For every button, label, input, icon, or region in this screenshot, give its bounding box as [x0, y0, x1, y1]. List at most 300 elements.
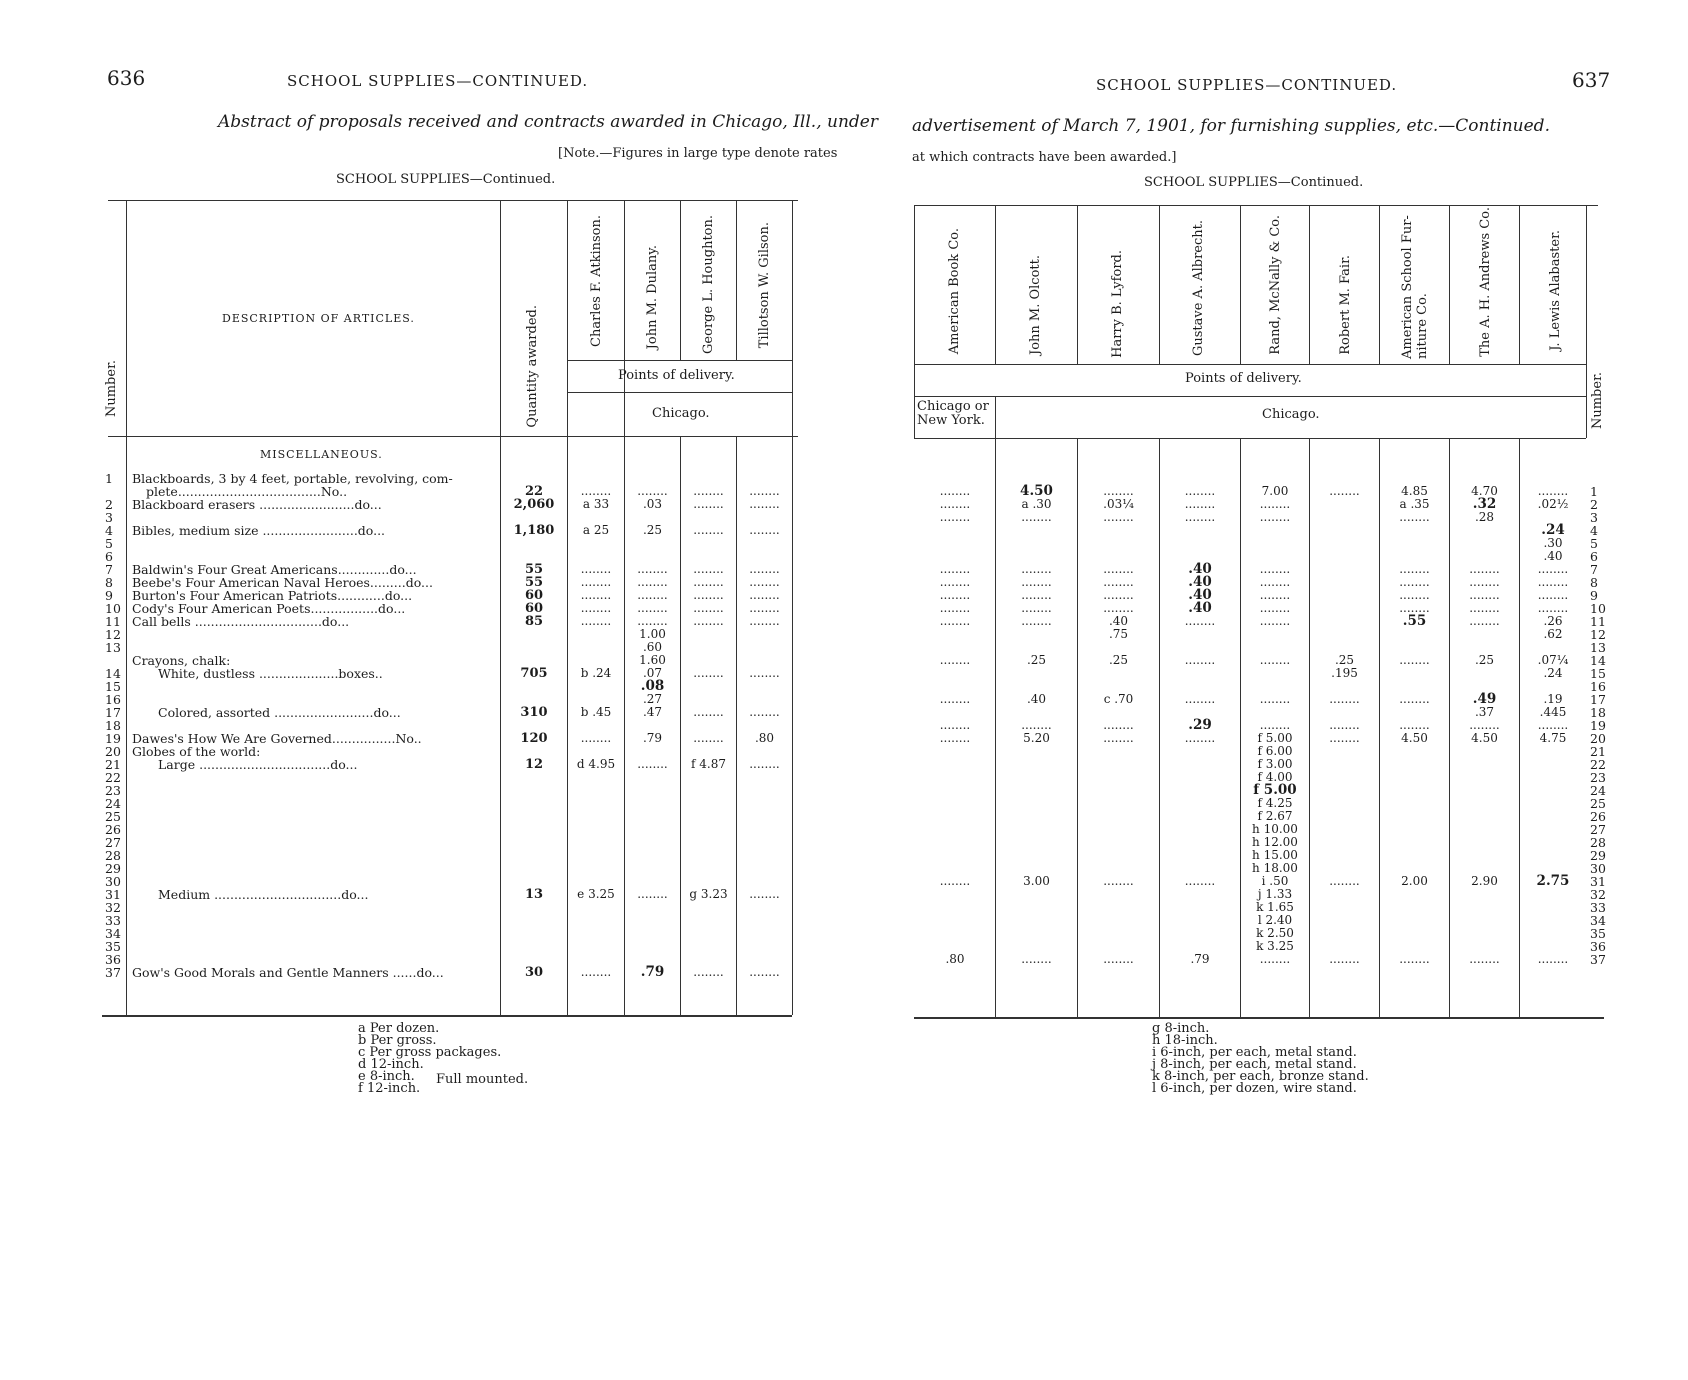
right-title: advertisement of March 7, 1901, for furnishing supplies, etc.—Continued.	[912, 116, 1550, 136]
bid-cell	[917, 758, 993, 771]
bid-cell: .03¼	[1103, 497, 1134, 511]
bid-cell: .26	[1543, 614, 1563, 628]
bid-cell	[569, 641, 623, 654]
bid-cell	[626, 771, 679, 784]
bid-cell	[626, 797, 679, 810]
bid-cell: e 3.25	[577, 887, 615, 901]
right-section-title: SCHOOL SUPPLIES—Continued.	[1144, 175, 1364, 190]
row-number: 32	[105, 900, 121, 915]
bid-cell	[917, 914, 993, 927]
quantity: 22	[524, 484, 544, 499]
bid-cell: ........	[1469, 588, 1500, 602]
row-number: 13	[1590, 640, 1606, 655]
bid-cell: ........	[749, 601, 780, 615]
bid-cell	[682, 537, 735, 550]
description	[132, 810, 496, 823]
description: Gow's Good Morals and Gentle Manners ......do...	[132, 965, 444, 979]
left-number-header: Number.	[104, 360, 119, 418]
bid-cell	[1381, 797, 1448, 810]
quantity	[502, 784, 566, 797]
bid-cell: .195	[1331, 666, 1358, 680]
quantity: 1,180	[513, 523, 555, 538]
bid-cell: .30	[1543, 536, 1563, 550]
bid-cell	[1521, 771, 1585, 784]
right-bidder-olcott: John M. Olcott.	[1028, 255, 1043, 355]
row-number: 9	[1590, 588, 1598, 603]
bid-cell: .40	[1188, 587, 1212, 603]
bid-cell: ........	[749, 562, 780, 576]
bid-cell: .60	[642, 640, 663, 654]
bid-cell	[1161, 797, 1239, 810]
bid-cell: .79	[1190, 952, 1210, 966]
bid-cell: ........	[1103, 731, 1134, 745]
bid-cell	[1521, 758, 1585, 771]
quantity	[502, 771, 566, 784]
bid-cell: a .35	[1399, 497, 1430, 511]
bid-cell: ........	[1399, 718, 1430, 732]
bid-cell: .19	[1543, 692, 1563, 706]
left-section-title: SCHOOL SUPPLIES—Continued.	[336, 172, 556, 187]
bid-cell: ........	[1184, 731, 1216, 745]
bid-cell	[626, 862, 679, 875]
bid-cell: j 1.33	[1257, 887, 1293, 901]
bid-cell	[569, 901, 623, 914]
quantity: 60	[524, 601, 544, 616]
bid-cell: .79	[640, 964, 665, 980]
bid-cell: .445	[1539, 705, 1567, 719]
bid-cell	[1451, 771, 1518, 784]
bid-cell	[1161, 524, 1239, 537]
description	[132, 940, 496, 953]
bid-cell: 2.75	[1536, 873, 1570, 889]
row-number: 37	[105, 965, 121, 980]
bid-cell	[1381, 745, 1448, 758]
bid-cell: l 2.40	[1257, 913, 1293, 927]
left-number-column	[105, 472, 125, 979]
bid-cell: ........	[1259, 614, 1291, 628]
bid-cell	[1381, 836, 1448, 849]
bid-cell	[1521, 849, 1585, 862]
footnote: h 18-inch.	[1152, 1033, 1218, 1048]
bid-cell	[1521, 810, 1585, 823]
bid-cell: .25	[1334, 653, 1355, 667]
bid-cell	[626, 940, 679, 953]
right-col-andrews	[1451, 485, 1518, 966]
bid-cell: ........	[1537, 601, 1569, 615]
bid-cell: ........	[580, 614, 612, 628]
bid-cell	[682, 641, 735, 654]
row-number: 25	[105, 809, 121, 824]
row-number: 4	[105, 523, 113, 538]
row-number: 8	[1590, 575, 1598, 590]
bid-cell: ........	[939, 692, 971, 706]
bid-cell	[1451, 836, 1518, 849]
right-col-american-school-furniture	[1381, 485, 1448, 966]
bid-cell: ........	[1259, 952, 1291, 966]
bid-cell: ........	[580, 575, 612, 589]
bid-cell	[997, 524, 1076, 537]
bid-cell: ........	[1537, 562, 1569, 576]
bid-cell	[997, 927, 1076, 940]
bid-cell: .25	[1026, 653, 1047, 667]
bid-cell	[917, 771, 993, 784]
quantity: 55	[524, 575, 544, 590]
bid-cell: .25	[642, 523, 663, 537]
right-note: at which contracts have been awarded.]	[912, 150, 1177, 165]
bid-cell: ........	[1329, 484, 1360, 498]
row-number: 20	[105, 744, 121, 759]
bid-cell: ........	[1469, 614, 1500, 628]
bid-cell	[738, 810, 791, 823]
bid-cell	[1311, 823, 1378, 836]
bid-cell: f 3.00	[1257, 757, 1293, 771]
bid-cell	[1161, 836, 1239, 849]
bid-cell	[1451, 537, 1518, 550]
footnote: e 8-inch.	[358, 1069, 415, 1084]
bid-cell: .80	[945, 952, 965, 966]
bid-cell: .75	[1108, 627, 1129, 641]
bid-cell	[569, 823, 623, 836]
bid-cell: ........	[1399, 952, 1430, 966]
bid-cell	[1161, 823, 1239, 836]
quantity	[502, 797, 566, 810]
bid-cell	[917, 901, 993, 914]
row-number: 12	[105, 627, 121, 642]
bid-cell	[569, 940, 623, 953]
bid-cell	[1161, 810, 1239, 823]
bid-cell: ........	[1021, 952, 1052, 966]
bid-cell: a 25	[582, 523, 610, 537]
bid-cell	[682, 680, 735, 693]
row-number: 22	[105, 770, 121, 785]
row-number: 31	[1590, 874, 1606, 889]
row-number: 23	[1590, 770, 1606, 785]
bid-cell	[1161, 888, 1239, 901]
bid-cell	[1451, 927, 1518, 940]
bid-cell: ........	[1469, 601, 1500, 615]
bid-cell	[738, 849, 791, 862]
bid-cell: ........	[939, 497, 971, 511]
bid-cell: ........	[749, 705, 780, 719]
bid-cell: ........	[939, 718, 971, 732]
bid-cell: ........	[939, 614, 971, 628]
row-number: 27	[105, 835, 121, 850]
right-bidder-andrews: The A. H. Andrews Co.	[1478, 207, 1493, 357]
bid-cell: .55	[1402, 613, 1427, 629]
bid-cell	[626, 823, 679, 836]
bid-cell	[1311, 901, 1378, 914]
bid-cell: ........	[580, 484, 612, 498]
description: Cody's Four American Poets.................do...	[132, 601, 406, 616]
bid-cell	[1311, 888, 1378, 901]
bid-cell: ........	[939, 484, 971, 498]
row-number: 5	[105, 536, 113, 551]
right-bidder-albrecht: Gustave A. Albrecht.	[1191, 220, 1206, 357]
bid-cell	[682, 940, 735, 953]
left-col-atkinson	[569, 472, 623, 979]
description: White, dustless ....................boxes..	[158, 666, 383, 681]
quantity	[502, 849, 566, 862]
bid-cell: ........	[1329, 874, 1360, 888]
bid-cell	[738, 901, 791, 914]
bid-cell	[917, 745, 993, 758]
bid-cell	[626, 537, 679, 550]
bid-cell	[569, 849, 623, 862]
footnote: c Per gross packages.	[358, 1045, 502, 1060]
bid-cell	[1311, 758, 1378, 771]
bid-cell: 4.85	[1401, 484, 1428, 498]
row-number: 4	[1590, 523, 1598, 538]
bid-cell	[917, 628, 993, 641]
right-number-column	[1590, 485, 1612, 966]
bid-cell	[1311, 771, 1378, 784]
right-running-head: SCHOOL SUPPLIES—CONTINUED.	[1096, 76, 1398, 94]
quantity	[502, 641, 566, 654]
bid-cell: ........	[580, 601, 612, 615]
left-quantity-header: Quantity awarded.	[525, 305, 540, 428]
row-number: 7	[105, 562, 113, 577]
bid-cell	[1079, 823, 1158, 836]
bid-cell	[917, 524, 993, 537]
bid-cell	[917, 849, 993, 862]
bid-cell	[682, 862, 735, 875]
footnote: a Per dozen.	[358, 1021, 440, 1036]
description: Large .................................do...	[158, 757, 358, 772]
bid-cell: .25	[1474, 653, 1495, 667]
left-col-gilson	[738, 472, 791, 979]
bid-cell	[1161, 771, 1239, 784]
bid-cell: ........	[1399, 601, 1430, 615]
bid-cell: ........	[693, 705, 724, 719]
bid-cell	[997, 537, 1076, 550]
bid-cell: ........	[1184, 692, 1216, 706]
bid-cell: .40	[1188, 574, 1212, 590]
bid-cell	[997, 771, 1076, 784]
bid-cell: ........	[749, 887, 780, 901]
right-col-alabaster	[1521, 485, 1585, 966]
bid-cell	[1451, 524, 1518, 537]
row-number: 7	[1590, 562, 1598, 577]
bid-cell	[1381, 914, 1448, 927]
description	[132, 537, 496, 550]
description	[132, 862, 496, 875]
row-number: 34	[1590, 913, 1606, 928]
row-number: 9	[105, 588, 113, 603]
description: Blackboards, 3 by 4 feet, portable, revolving, com-	[132, 472, 453, 486]
bid-cell: ........	[693, 666, 724, 680]
bid-cell	[626, 849, 679, 862]
bid-cell	[1242, 524, 1308, 537]
right-col-olcott	[997, 485, 1076, 966]
description: Medium ................................do...	[158, 887, 369, 902]
bid-cell	[1451, 745, 1518, 758]
bid-cell	[997, 823, 1076, 836]
description	[132, 849, 496, 862]
row-number: 35	[105, 939, 121, 954]
bid-cell	[682, 628, 735, 641]
bid-cell	[1381, 901, 1448, 914]
bid-cell: .07¼	[1537, 653, 1569, 667]
bid-cell	[1161, 849, 1239, 862]
row-number: 35	[1590, 926, 1606, 941]
bid-cell: ........	[1021, 614, 1052, 628]
bid-cell: ........	[1021, 718, 1052, 732]
bid-cell	[1521, 784, 1585, 797]
bid-cell	[626, 914, 679, 927]
bid-cell	[738, 797, 791, 810]
description: Burton's Four American Patriots............do...	[132, 588, 413, 603]
row-number: 19	[105, 731, 121, 746]
bid-cell: ........	[1259, 588, 1291, 602]
footnote: d 12-inch.	[358, 1057, 424, 1072]
bid-cell: ........	[693, 588, 724, 602]
bid-cell: ........	[1399, 588, 1430, 602]
bid-cell: ........	[749, 588, 780, 602]
bid-cell	[1451, 914, 1518, 927]
row-number: 26	[105, 822, 121, 837]
bid-cell	[738, 823, 791, 836]
bid-cell: .03	[642, 497, 663, 511]
row-number: 28	[105, 848, 121, 863]
left-quantity-column	[502, 472, 566, 979]
bid-cell	[1451, 849, 1518, 862]
description: Colored, assorted .........................do...	[158, 705, 401, 720]
bid-cell	[1161, 901, 1239, 914]
row-number: 31	[105, 887, 121, 902]
row-number: 24	[1590, 783, 1606, 798]
bid-cell: .40	[1543, 549, 1563, 563]
bid-cell: f 5.00	[1257, 731, 1293, 745]
bid-cell	[917, 888, 993, 901]
bid-cell: ........	[939, 510, 971, 524]
footnote: j 8-inch, per each, metal stand.	[1152, 1057, 1357, 1072]
bid-cell: ........	[749, 497, 780, 511]
bid-cell	[1521, 888, 1585, 901]
bid-cell: .37	[1474, 705, 1495, 719]
bid-cell: ........	[693, 562, 724, 576]
bid-cell	[917, 537, 993, 550]
bid-cell	[738, 914, 791, 927]
quantity	[502, 810, 566, 823]
quantity	[502, 914, 566, 927]
description	[132, 680, 496, 693]
bid-cell: ........	[637, 588, 668, 602]
right-page-number: 637	[1572, 68, 1611, 92]
bid-cell	[1381, 888, 1448, 901]
quantity	[502, 901, 566, 914]
bid-cell	[738, 784, 791, 797]
bid-cell	[917, 667, 993, 680]
description	[132, 628, 496, 641]
bid-cell	[997, 758, 1076, 771]
bid-cell: ........	[637, 562, 668, 576]
bid-cell	[1079, 914, 1158, 927]
bid-cell	[738, 537, 791, 550]
bid-cell: ........	[1329, 718, 1360, 732]
quantity	[502, 836, 566, 849]
bid-cell: ........	[1259, 497, 1291, 511]
description	[132, 823, 496, 836]
bid-cell: .79	[642, 731, 663, 745]
bid-cell	[682, 810, 735, 823]
bid-cell: ........	[1259, 718, 1291, 732]
bid-cell: ........	[749, 666, 780, 680]
left-title: Abstract of proposals received and contracts awarded in Chicago, Ill., under	[218, 112, 878, 132]
bid-cell: g 3.23	[689, 887, 728, 901]
bid-cell	[1311, 550, 1378, 563]
bid-cell: .08	[640, 678, 665, 694]
right-col-albrecht	[1161, 485, 1239, 966]
bid-cell: h 15.00	[1252, 848, 1298, 862]
bid-cell: 1.60	[639, 653, 666, 667]
right-bidder-alabaster: J. Lewis Alabaster.	[1548, 230, 1563, 351]
row-number: 30	[1590, 861, 1606, 876]
quantity: 60	[524, 588, 544, 603]
bid-cell: ........	[1259, 562, 1291, 576]
bid-cell	[626, 836, 679, 849]
left-chicago: Chicago.	[652, 406, 710, 421]
row-number: 20	[1590, 731, 1606, 746]
bid-cell	[1161, 537, 1239, 550]
bid-cell: ........	[637, 575, 668, 589]
bid-cell: ........	[637, 757, 668, 771]
footnote: k 8-inch, per each, bronze stand.	[1152, 1069, 1369, 1084]
right-bidder-american-school-furniture: American School Fur-niture Co.	[1400, 215, 1430, 359]
bid-cell: .02½	[1537, 497, 1569, 511]
left-points-of-delivery: Points of delivery.	[618, 368, 735, 383]
bid-cell	[738, 628, 791, 641]
description	[132, 771, 496, 784]
bid-cell	[1381, 771, 1448, 784]
bid-cell: ........	[1103, 601, 1134, 615]
bid-cell: 7.00	[1261, 484, 1289, 498]
bid-cell	[1079, 667, 1158, 680]
bid-cell	[569, 680, 623, 693]
row-number: 25	[1590, 796, 1606, 811]
bid-cell: f 2.67	[1257, 809, 1293, 823]
row-number: 1	[105, 471, 113, 486]
bid-cell	[569, 537, 623, 550]
bid-cell: ........	[580, 562, 612, 576]
bid-cell: ........	[749, 523, 780, 537]
left-description-column	[132, 472, 496, 979]
bid-cell	[1311, 784, 1378, 797]
bid-cell: ........	[637, 484, 668, 498]
bid-cell: h 12.00	[1252, 835, 1298, 849]
bid-cell: .40	[1026, 692, 1047, 706]
row-number: 30	[105, 874, 121, 889]
bid-cell	[569, 914, 623, 927]
row-number: 19	[1590, 718, 1606, 733]
right-bidder-fair: Robert M. Fair.	[1338, 255, 1353, 355]
bid-cell	[1161, 758, 1239, 771]
bid-cell	[917, 810, 993, 823]
bid-cell	[1079, 758, 1158, 771]
bid-cell	[1161, 927, 1239, 940]
bid-cell: .40	[1108, 614, 1129, 628]
bid-cell	[1451, 823, 1518, 836]
bid-cell	[1079, 771, 1158, 784]
bid-cell: ........	[939, 874, 971, 888]
bid-cell	[1079, 927, 1158, 940]
bid-cell: ........	[1259, 510, 1291, 524]
bid-cell: .25	[1108, 653, 1129, 667]
bid-cell: ........	[1259, 692, 1291, 706]
bid-cell	[1311, 563, 1378, 576]
bid-cell: ........	[693, 484, 724, 498]
bid-cell: ........	[1259, 601, 1291, 615]
bid-cell: ........	[939, 653, 971, 667]
